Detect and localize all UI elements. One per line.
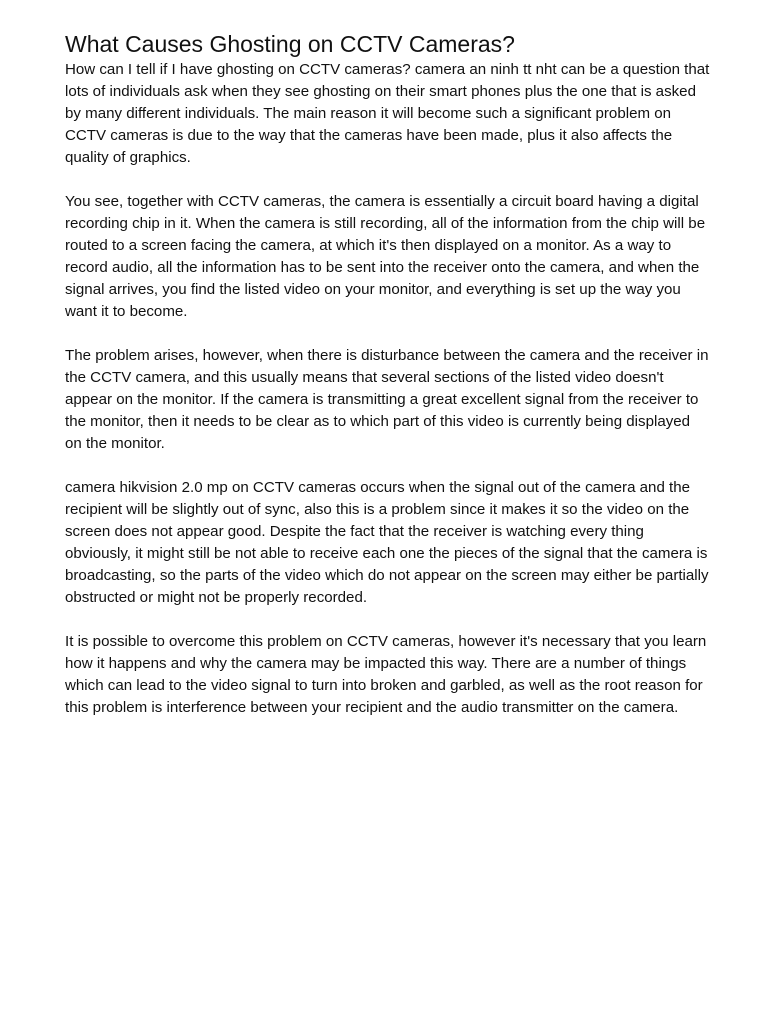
document-title: What Causes Ghosting on CCTV Cameras? [65,31,515,57]
paragraph-3: The problem arises, however, when there is disturbance between the camera and the receiver in the CCTV camera, and this usually means that several sections of the listed video doesn't appear on the monitor. If the camera is transmitting a great excellent signal from the receiver to the monitor, then it needs to be clear as to which part of this video is currently being displayed on the monitor. [65,347,709,452]
paragraph-1: How can I tell if I have ghosting on CCTV cameras? camera an ninh tt nht can be a question that lots of individuals ask when they see ghosting on their smart phones plus the one that is asked by many different individuals. The main reason it will become such a significant problem on CCTV cameras is due to the way that the cameras have been made, plus it also affects the quality of graphics. [65,61,710,166]
paragraph-5: It is possible to overcome this problem on CCTV cameras, however it's necessary that you learn how it happens and why the camera may be impacted this way. There are a number of things which can lead to the video signal to turn into broken and garbled, as well as the root reason for this problem is interference between your recipient and the audio transmitter on the camera. [65,633,707,716]
paragraph-4: camera hikvision 2.0 mp on CCTV cameras occurs when the signal out of the camera and the recipient will be slightly out of sync, also this is a problem since it makes it so the video on the screen does not appear good. Despite the fact that the receiver is watching every thing obviously, it might still be not able to receive each one the pieces of the signal that the camera is broadcasting, so the parts of the video which do not appear on the screen may either be partially obstructed or might not be properly recorded. [65,479,709,606]
paragraph-2: You see, together with CCTV cameras, the camera is essentially a circuit board having a digital recording chip in it. When the camera is still recording, all of the information from the chip will be routed to a screen facing the camera, at which it's then displayed on a monitor. As a way to record audio, all the information has to be sent into the receiver onto the camera, and when the signal arrives, you find the listed video on your monitor, and everything is set up the way you want it to become. [65,193,706,320]
document-page [65,30,710,741]
